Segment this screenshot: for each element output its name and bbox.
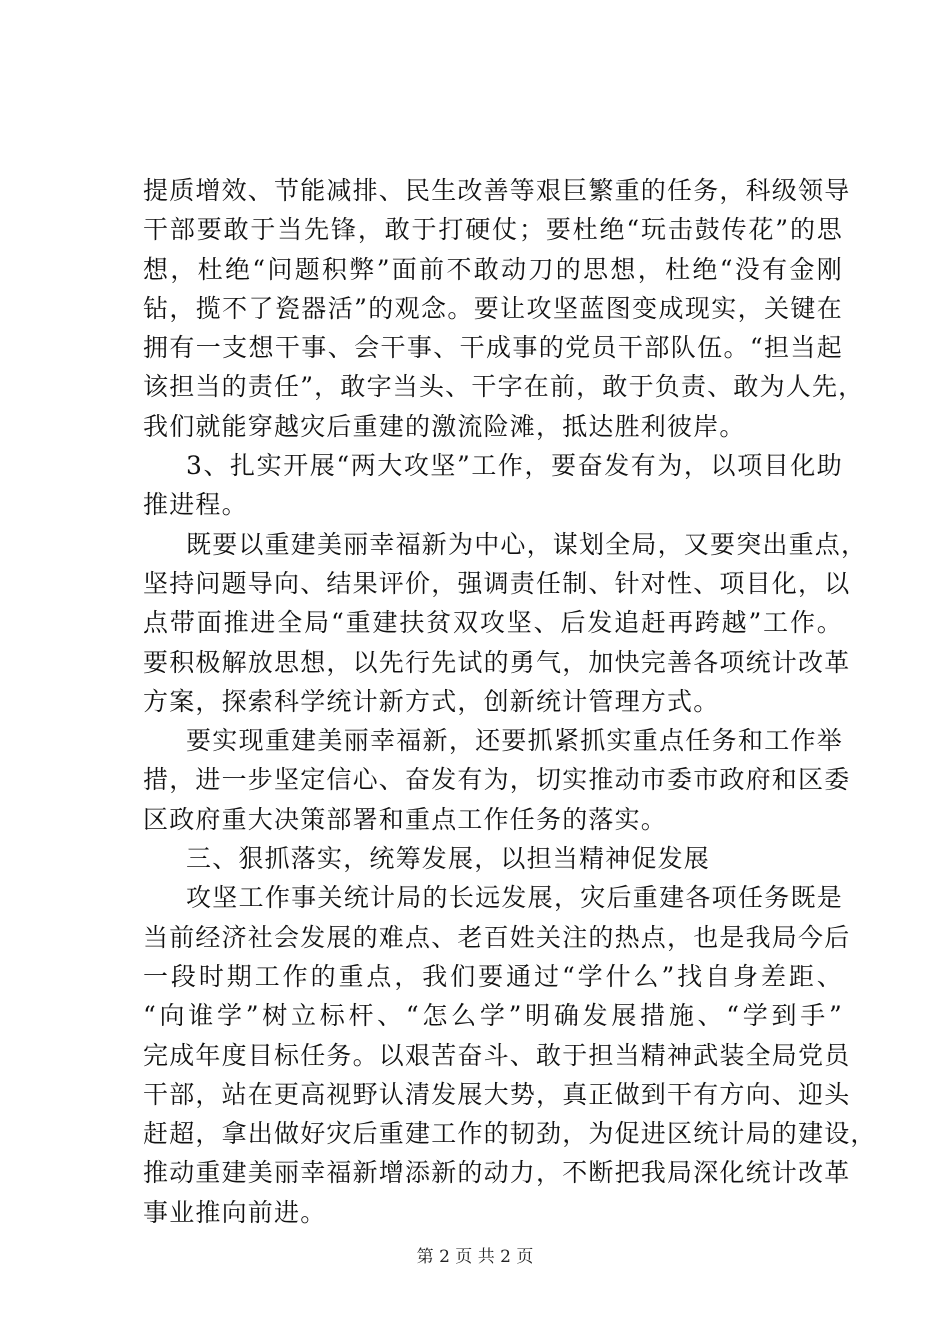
section-heading: 三、狠抓落实，统筹发展，以担当精神促发展 — [186, 844, 711, 874]
text-line: 要积极解放思想，以先行先试的勇气，加快完善各项统计改革 — [143, 647, 851, 677]
text-line: 当前经济社会发展的难点、老百姓关注的热点，也是我局今后 — [143, 922, 851, 952]
text-line: 攻坚工作事关统计局的长远发展，灾后重建各项任务既是 — [186, 883, 843, 913]
page-number-footer: 第 2 页 共 2 页 — [416, 1247, 534, 1267]
text-line: 钻，揽不了瓷器活”的观念。要让攻坚蓝图变成现实，关键在 — [143, 293, 843, 323]
document-body — [143, 171, 877, 1232]
text-line: “向谁学”树立标杆、“怎么学”明确发展措施、“学到手” — [143, 1001, 843, 1031]
text-line: 该担当的责任”，敢字当头、干字在前，敢于负责、敢为人先， — [143, 372, 865, 402]
text-line: 干部要敢于当先锋，敢于打硬仗；要杜绝“玩击鼓传花”的思 — [143, 215, 843, 245]
text-line: 坚持问题导向、结果评价，强调责任制、针对性、项目化，以 — [143, 568, 851, 598]
numbered-heading: 3、扎实开展“两大攻坚”工作，要奋发有为，以项目化助 — [186, 451, 843, 481]
text-line: 方案，探索科学统计新方式，创新统计管理方式。 — [143, 686, 720, 716]
text-line: 拥有一支想干事、会干事、干成事的党员干部队伍。“担当起 — [143, 333, 843, 363]
text-line: 我们就能穿越灾后重建的激流险滩，抵达胜利彼岸。 — [143, 411, 746, 441]
text-line: 提质增效、节能减排、民生改善等艰巨繁重的任务，科级领导 — [143, 176, 851, 205]
text-line: 事业推向前进。 — [143, 1197, 327, 1227]
text-line: 要实现重建美丽幸福新，还要抓紧抓实重点任务和工作举 — [186, 726, 843, 756]
text-line: 既要以重建美丽幸福新为中心，谋划全局，又要突出重点， — [186, 529, 868, 559]
text-line: 推进程。 — [143, 490, 248, 520]
text-line: 区政府重大决策部署和重点工作任务的落实。 — [143, 804, 668, 834]
text-line: 推动重建美丽幸福新增添新的动力，不断把我局深化统计改革 — [143, 1158, 851, 1188]
text-line: 点带面推进全局“重建扶贫双攻坚、后发追赶再跨越”工作。 — [143, 608, 843, 638]
text-line: 完成年度目标任务。以艰苦奋斗、敢于担当精神武装全局党员 — [143, 1040, 851, 1070]
text-line: 干部，站在更高视野认清发展大势，真正做到干有方向、迎头 — [143, 1079, 851, 1109]
text-line: 一段时期工作的重点，我们要通过“学什么”找自身差距、 — [143, 961, 843, 991]
text-line: 措，进一步坚定信心、奋发有为，切实推动市委市政府和区委 — [143, 765, 851, 795]
text-line: 想，杜绝“问题积弊”面前不敢动刀的思想，杜绝“没有金刚 — [143, 254, 843, 284]
text-line: 赶超，拿出做好灾后重建工作的韧劲，为促进区统计局的建设， — [143, 1119, 877, 1149]
